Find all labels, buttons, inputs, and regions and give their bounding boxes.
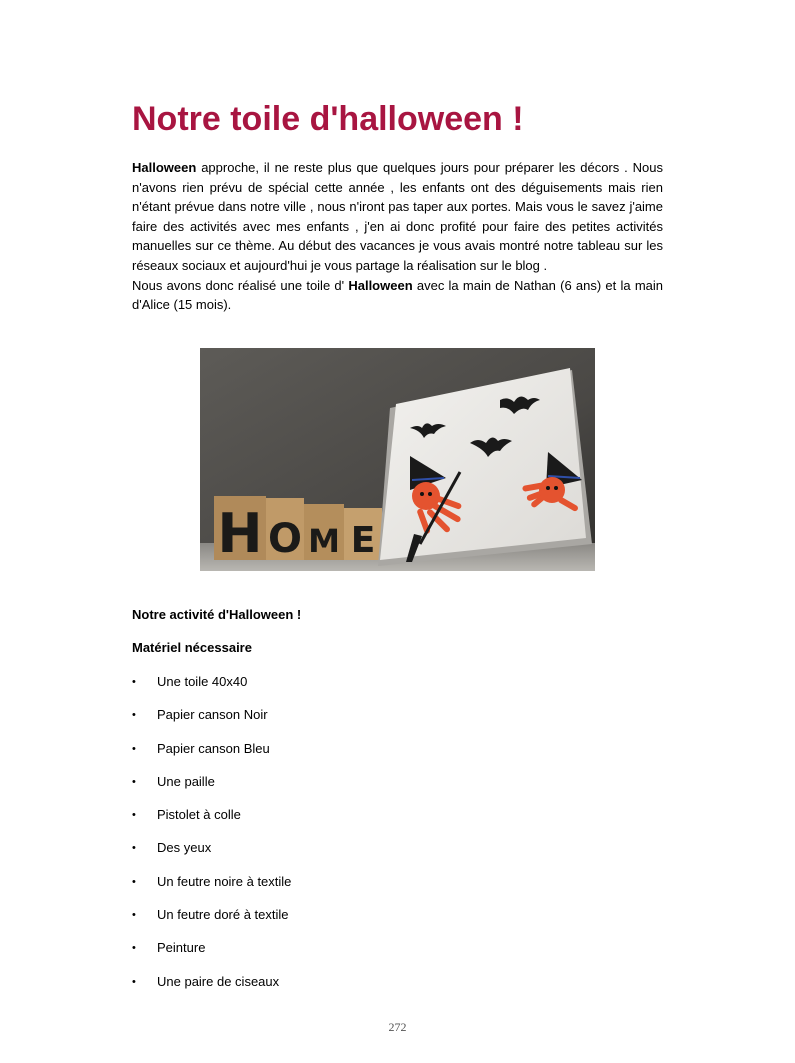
halloween-canvas-photo: [200, 348, 595, 571]
bullet-icon: •: [132, 942, 136, 955]
bullet-icon: •: [132, 676, 136, 688]
bullet-icon: •: [132, 775, 136, 788]
list-item: [132, 773, 291, 806]
bullet-icon: •: [132, 809, 136, 822]
block-letter-e: E: [350, 520, 376, 561]
page-title: Notre toile d'halloween !: [132, 100, 524, 138]
intro-paragraph-2-after: avec la main de Nathan (6 ans) et la main d'Alice (15 mois).: [132, 277, 663, 313]
bullet-icon: •: [132, 842, 136, 855]
list-item-text: Une toile 40x40: [157, 674, 248, 689]
list-item: [132, 873, 291, 906]
list-item-text: Pistolet à colle: [157, 807, 241, 823]
list-item-text: Papier canson Bleu: [157, 740, 270, 756]
list-item: [132, 939, 291, 972]
page-number: 272: [388, 1020, 407, 1034]
bullet-icon: •: [132, 742, 136, 755]
block-letter-o: O: [267, 516, 303, 562]
list-item: [132, 973, 291, 1006]
materials-heading: Matériel nécessaire: [132, 640, 252, 655]
materials-list: [132, 673, 291, 1006]
list-item: [132, 673, 291, 706]
halloween-bold: Halloween: [132, 160, 197, 175]
list-item: [132, 806, 291, 839]
block-letter-m: M: [308, 522, 340, 560]
list-item-text: Un feutre doré à textile: [157, 907, 289, 923]
list-item-text: Une paille: [157, 773, 215, 789]
intro-paragraph-2-before: Nous avons donc réalisé une toile d': [132, 277, 349, 293]
list-item: [132, 740, 291, 773]
intro-paragraph-2: [132, 276, 663, 315]
list-item-text: Des yeux: [157, 840, 212, 856]
list-item: [132, 839, 291, 872]
bullet-icon: •: [132, 909, 136, 922]
list-item-text: Une paire de ciseaux: [157, 973, 280, 989]
intro-paragraph-1: [132, 158, 663, 276]
bullet-icon: •: [132, 709, 136, 722]
list-item: [132, 906, 291, 939]
list-item-text: Peinture: [157, 940, 206, 956]
list-item-text: Papier canson Noir: [157, 707, 268, 723]
list-item-text: Un feutre noire à textile: [157, 873, 292, 889]
activity-heading: Notre activité d'Halloween !: [132, 607, 302, 622]
bullet-icon: •: [132, 875, 136, 888]
bullet-icon: •: [132, 975, 136, 988]
intro-text: [132, 158, 663, 315]
intro-paragraph-1-text: approche, il ne reste plus que quelques jours pour préparer les décors . Nous n'avons rien prévu de spécial cette année , les enfants ont des déguisements mais rien n'étant prévue dans notre ville , nous n'iront pas taper aux portes. Mais vous le savez j'aime faire des activités avec mes enfants , j'en ai donc profité pour faire des petites activités manuelles sur ce thème. Au début des vacances je vous avais montré notre tableau sur les réseaux sociaux et aujourd'hui je vous partage la réalisation sur le blog .: [132, 160, 663, 273]
block-letter-h: H: [217, 502, 263, 565]
list-item: [132, 706, 291, 739]
halloween-bold-2: Halloween: [348, 277, 413, 293]
